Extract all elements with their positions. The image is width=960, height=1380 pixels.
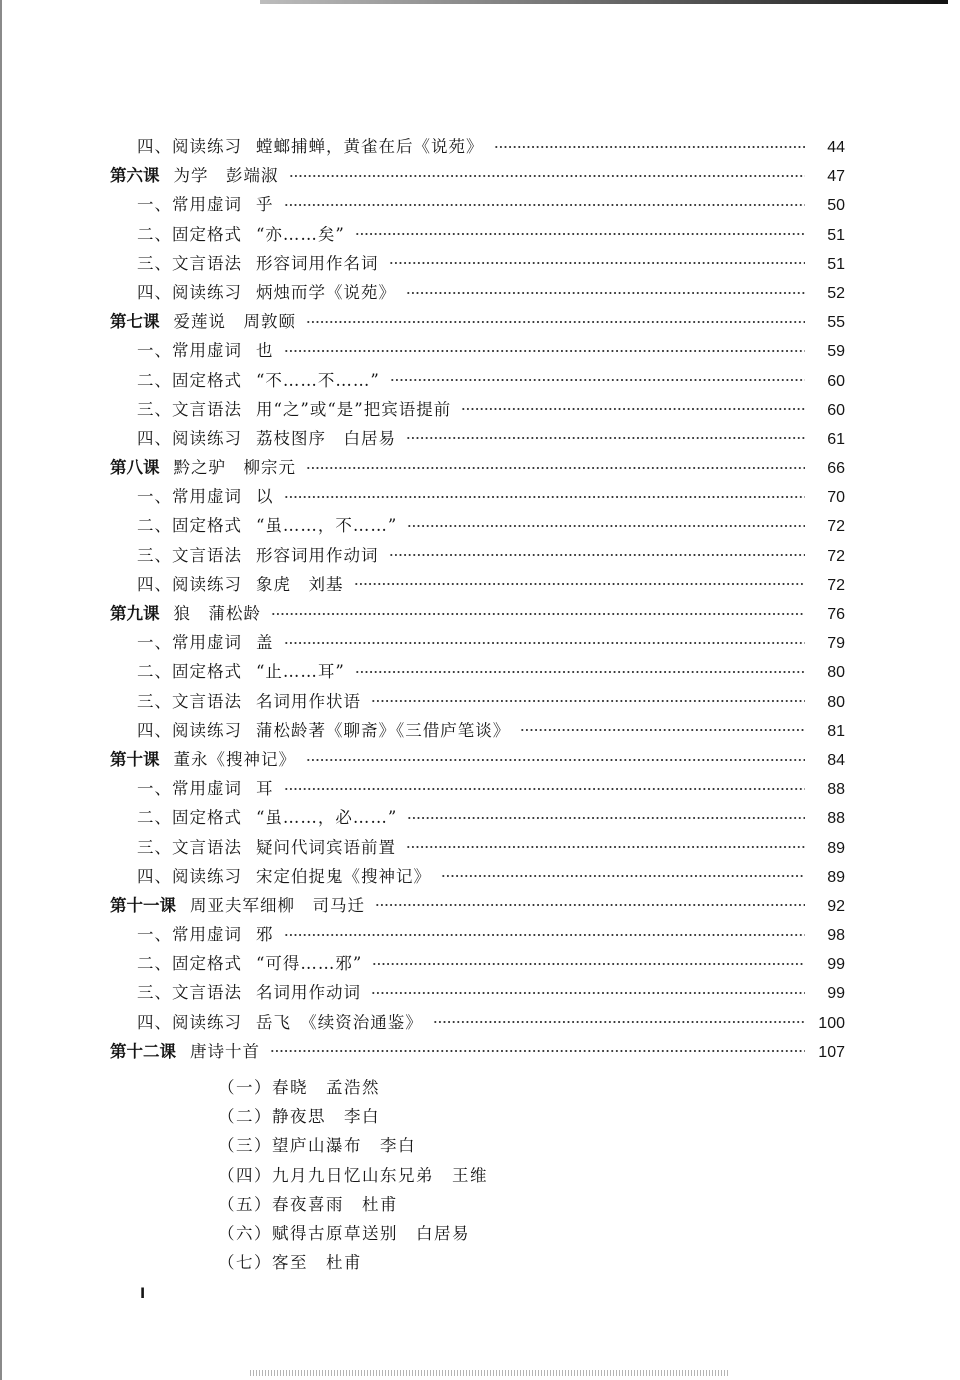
entry-page-number: 55 [827, 314, 845, 332]
entry-page-number: 72 [827, 547, 845, 565]
entry-page-number: 52 [827, 284, 845, 302]
dot-leader [270, 1044, 805, 1058]
dot-leader [461, 402, 805, 416]
entry-number: 一、 [137, 195, 172, 215]
lesson-number: 第十二课 [110, 1041, 176, 1061]
entry-section-label: 阅读练习 [172, 282, 242, 302]
entry-number: 三、 [137, 691, 172, 711]
dot-leader [284, 782, 806, 796]
entry-number: 三、 [137, 399, 172, 419]
dot-leader [271, 607, 805, 621]
scan-page-edge-left [0, 0, 2, 1380]
entry-title: 用“之”或“是”把宾语提前 [256, 399, 452, 419]
entry-section-label: 固定格式 [172, 954, 242, 974]
entry-title: “亦……矣” [256, 224, 345, 244]
toc-lesson-entry[interactable] [110, 453, 845, 482]
entry-title: 名词用作状语 [256, 691, 361, 711]
lesson-number: 第十课 [110, 749, 160, 769]
scan-artifact [250, 1370, 730, 1376]
entry-number: 一、 [137, 779, 172, 799]
entry-section-label: 阅读练习 [172, 137, 242, 156]
entry-number: 二、 [137, 224, 172, 244]
entry-section-label: 常用虚词 [172, 779, 242, 799]
entry-title: 炳烛而学《说苑》 [256, 282, 396, 302]
entry-section-label: 文言语法 [172, 253, 242, 273]
dot-leader [433, 1015, 805, 1029]
entry-page-number: 72 [827, 518, 845, 536]
entry-title: 名词用作动词 [256, 983, 361, 1003]
toc-entry[interactable] [110, 657, 845, 686]
toc-entry[interactable] [110, 920, 845, 949]
entry-page-number: 50 [827, 197, 845, 215]
dot-leader [375, 898, 805, 912]
poem-entry[interactable]: （六）赋得古原草送别 白居易 [218, 1223, 470, 1243]
dot-leader [284, 636, 806, 650]
lesson-number: 第八课 [110, 458, 160, 478]
poem-entry[interactable]: （四）九月九日忆山东兄弟 王维 [218, 1165, 488, 1185]
dot-leader [306, 753, 805, 767]
entry-section-label: 固定格式 [172, 370, 242, 390]
entry-section-label: 固定格式 [172, 516, 242, 536]
entry-section-label: 常用虚词 [172, 487, 242, 507]
entry-number: 三、 [137, 545, 172, 565]
entry-title: “虽……，必……” [256, 808, 398, 828]
toc-lesson-entry[interactable] [110, 1037, 845, 1066]
toc-entry[interactable] [110, 803, 845, 832]
toc-lesson-entry[interactable] [110, 161, 845, 190]
entry-page-number: 60 [827, 401, 845, 419]
dot-leader [407, 519, 805, 533]
poem-entry[interactable]: （三）望庐山瀑布 李白 [218, 1136, 416, 1156]
dot-leader [284, 490, 806, 504]
dot-leader [371, 694, 805, 708]
entry-page-number: 80 [827, 693, 845, 711]
entry-page-number: 92 [827, 897, 845, 915]
entry-section-label: 阅读练习 [172, 428, 242, 448]
entry-title: 为学 彭端淑 [173, 166, 279, 186]
entry-title: 乎 [256, 195, 274, 215]
toc-entry[interactable] [110, 687, 845, 716]
entry-section-label: 常用虚词 [172, 633, 242, 653]
entry-page-number: 59 [827, 343, 845, 361]
toc-entry[interactable] [110, 424, 845, 453]
dot-leader [371, 986, 805, 1000]
toc-entry[interactable] [110, 366, 845, 395]
entry-number: 一、 [137, 341, 172, 361]
entry-page-number: 107 [818, 1043, 845, 1061]
toc-lesson-entry[interactable] [110, 891, 845, 920]
dot-leader [406, 431, 805, 445]
poem-entry[interactable]: （二）静夜思 李白 [218, 1107, 380, 1127]
toc-lesson-entry[interactable] [110, 307, 845, 336]
lesson-number: 第十一课 [110, 895, 176, 915]
entry-number: 四、 [137, 866, 172, 886]
dot-leader [354, 577, 806, 591]
entry-number: 一、 [137, 633, 172, 653]
poem-entry[interactable]: （七）客至 杜甫 [218, 1253, 362, 1273]
entry-section-label: 固定格式 [172, 224, 242, 244]
toc-entry[interactable] [110, 511, 845, 540]
entry-title: 荔枝图序 白居易 [256, 428, 396, 448]
dot-leader [306, 315, 805, 329]
toc-entry[interactable] [110, 862, 845, 891]
dot-leader [372, 957, 805, 971]
dot-leader [289, 169, 806, 183]
entry-page-number: 51 [827, 255, 845, 273]
toc-entry[interactable] [110, 570, 845, 599]
entry-page-number: 88 [827, 810, 845, 828]
toc-entry[interactable] [110, 541, 845, 570]
entry-number: 四、 [137, 574, 172, 594]
scan-page-edge-top [260, 0, 948, 4]
entry-title: 耳 [256, 779, 274, 799]
entry-page-number: 99 [827, 956, 845, 974]
entry-page-number: 100 [818, 1014, 845, 1032]
entry-section-label: 常用虚词 [172, 925, 242, 945]
toc-entry[interactable] [110, 1008, 845, 1037]
toc-entry[interactable] [110, 482, 845, 511]
entry-title: 盖 [256, 633, 274, 653]
entry-title: 黔之驴 柳宗元 [173, 458, 296, 478]
lesson-number: 第九课 [110, 604, 160, 623]
entry-page-number: 44 [827, 139, 845, 156]
entry-number: 四、 [137, 1012, 172, 1032]
entry-number: 二、 [137, 662, 172, 682]
entry-title: 也 [256, 341, 274, 361]
toc-entry[interactable] [110, 132, 845, 161]
entry-page-number: 66 [827, 460, 845, 478]
poem-list [218, 1073, 488, 1277]
entry-section-label: 文言语法 [172, 399, 242, 419]
entry-title: “可得……邪” [256, 954, 363, 974]
dot-leader [441, 869, 805, 883]
entry-number: 四、 [137, 720, 172, 740]
entry-page-number: 98 [827, 927, 845, 945]
toc-entry[interactable] [110, 336, 845, 365]
entry-page-number: 47 [827, 168, 845, 186]
entry-number: 四、 [137, 282, 172, 302]
entry-page-number: 70 [827, 489, 845, 507]
entry-title: 宋定伯捉鬼《搜神记》 [256, 866, 431, 886]
entry-section-label: 常用虚词 [172, 341, 242, 361]
entry-page-number: 80 [827, 664, 845, 682]
entry-title: 董永《搜神记》 [173, 749, 296, 769]
dot-leader [406, 286, 805, 300]
entry-title: 疑问代词宾语前置 [256, 837, 396, 857]
entry-title: 周亚夫军细柳 司马迁 [190, 895, 365, 915]
dot-leader [520, 723, 805, 737]
toc-entry[interactable] [110, 978, 845, 1007]
entry-title: 狼 蒲松龄 [173, 604, 261, 623]
dot-leader [284, 928, 806, 942]
toc-entry[interactable] [110, 249, 845, 278]
entry-number: 四、 [137, 428, 172, 448]
entry-section-label: 常用虚词 [172, 195, 242, 215]
entry-title: 螳螂捕蝉，黄雀在后《说苑》 [256, 137, 484, 156]
lesson-number: 第七课 [110, 312, 160, 332]
dot-leader [390, 373, 805, 387]
entry-title: “虽……，不……” [256, 516, 398, 536]
entry-number: 三、 [137, 837, 172, 857]
entry-section-label: 阅读练习 [172, 574, 242, 594]
dot-leader [284, 198, 806, 212]
entry-page-number: 61 [827, 430, 845, 448]
entry-page-number: 51 [827, 226, 845, 244]
entry-title: 象虎 刘基 [256, 574, 344, 594]
entry-section-label: 阅读练习 [172, 866, 242, 886]
toc-entry[interactable] [110, 190, 845, 219]
entry-section-label: 阅读练习 [172, 1012, 242, 1032]
poem-entry[interactable]: （五）春夜喜雨 杜甫 [218, 1194, 398, 1214]
toc-entry[interactable] [110, 220, 845, 249]
entry-number: 四、 [137, 137, 172, 156]
page-number-marker: Ⅰ [140, 1286, 146, 1302]
entry-number: 一、 [137, 487, 172, 507]
entry-section-label: 阅读练习 [172, 720, 242, 740]
toc-lesson-entry[interactable] [110, 745, 845, 774]
table-of-contents [110, 132, 845, 1066]
entry-title: “止……耳” [256, 662, 345, 682]
entry-page-number: 79 [827, 635, 845, 653]
entry-number: 三、 [137, 983, 172, 1003]
lesson-number: 第六课 [110, 166, 160, 186]
dot-leader [494, 140, 806, 154]
entry-title: “不……不……” [256, 370, 380, 390]
entry-page-number: 88 [827, 781, 845, 799]
toc-entry[interactable] [110, 949, 845, 978]
dot-leader [355, 665, 805, 679]
dot-leader [306, 461, 805, 475]
entry-title: 邪 [256, 925, 274, 945]
entry-page-number: 72 [827, 576, 845, 594]
entry-number: 三、 [137, 253, 172, 273]
entry-title: 爱莲说 周敦颐 [173, 312, 296, 332]
entry-page-number: 89 [827, 868, 845, 886]
entry-page-number: 81 [827, 722, 845, 740]
dot-leader [389, 548, 806, 562]
toc-entry[interactable] [110, 716, 845, 745]
entry-section-label: 文言语法 [172, 837, 242, 857]
entry-page-number: 60 [827, 372, 845, 390]
dot-leader [407, 811, 805, 825]
entry-title: 唐诗十首 [190, 1041, 260, 1061]
entry-title: 形容词用作名词 [256, 253, 379, 273]
entry-number: 二、 [137, 370, 172, 390]
toc-entry[interactable] [110, 395, 845, 424]
poem-entry[interactable]: （一）春晓 孟浩然 [218, 1078, 380, 1097]
toc-entry[interactable] [110, 628, 845, 657]
toc-lesson-entry[interactable] [110, 599, 845, 628]
dot-leader [284, 344, 806, 358]
entry-page-number: 99 [827, 985, 845, 1003]
dot-leader [389, 256, 806, 270]
entry-title: 蒲松龄著《聊斋》《三借庐笔谈》 [256, 720, 511, 740]
entry-title: 形容词用作动词 [256, 545, 379, 565]
entry-section-label: 固定格式 [172, 662, 242, 682]
entry-section-label: 文言语法 [172, 545, 242, 565]
toc-entry[interactable] [110, 278, 845, 307]
toc-entry[interactable] [110, 833, 845, 862]
entry-section-label: 固定格式 [172, 808, 242, 828]
toc-entry[interactable] [110, 774, 845, 803]
dot-leader [355, 227, 805, 241]
entry-title: 以 [256, 487, 274, 507]
entry-title: 岳飞 《续资治通鉴》 [256, 1012, 423, 1032]
entry-page-number: 89 [827, 839, 845, 857]
entry-number: 一、 [137, 925, 172, 945]
entry-page-number: 84 [827, 751, 845, 769]
entry-page-number: 76 [827, 606, 845, 623]
entry-number: 二、 [137, 516, 172, 536]
entry-section-label: 文言语法 [172, 983, 242, 1003]
entry-number: 二、 [137, 954, 172, 974]
entry-section-label: 文言语法 [172, 691, 242, 711]
entry-number: 二、 [137, 808, 172, 828]
dot-leader [406, 840, 805, 854]
